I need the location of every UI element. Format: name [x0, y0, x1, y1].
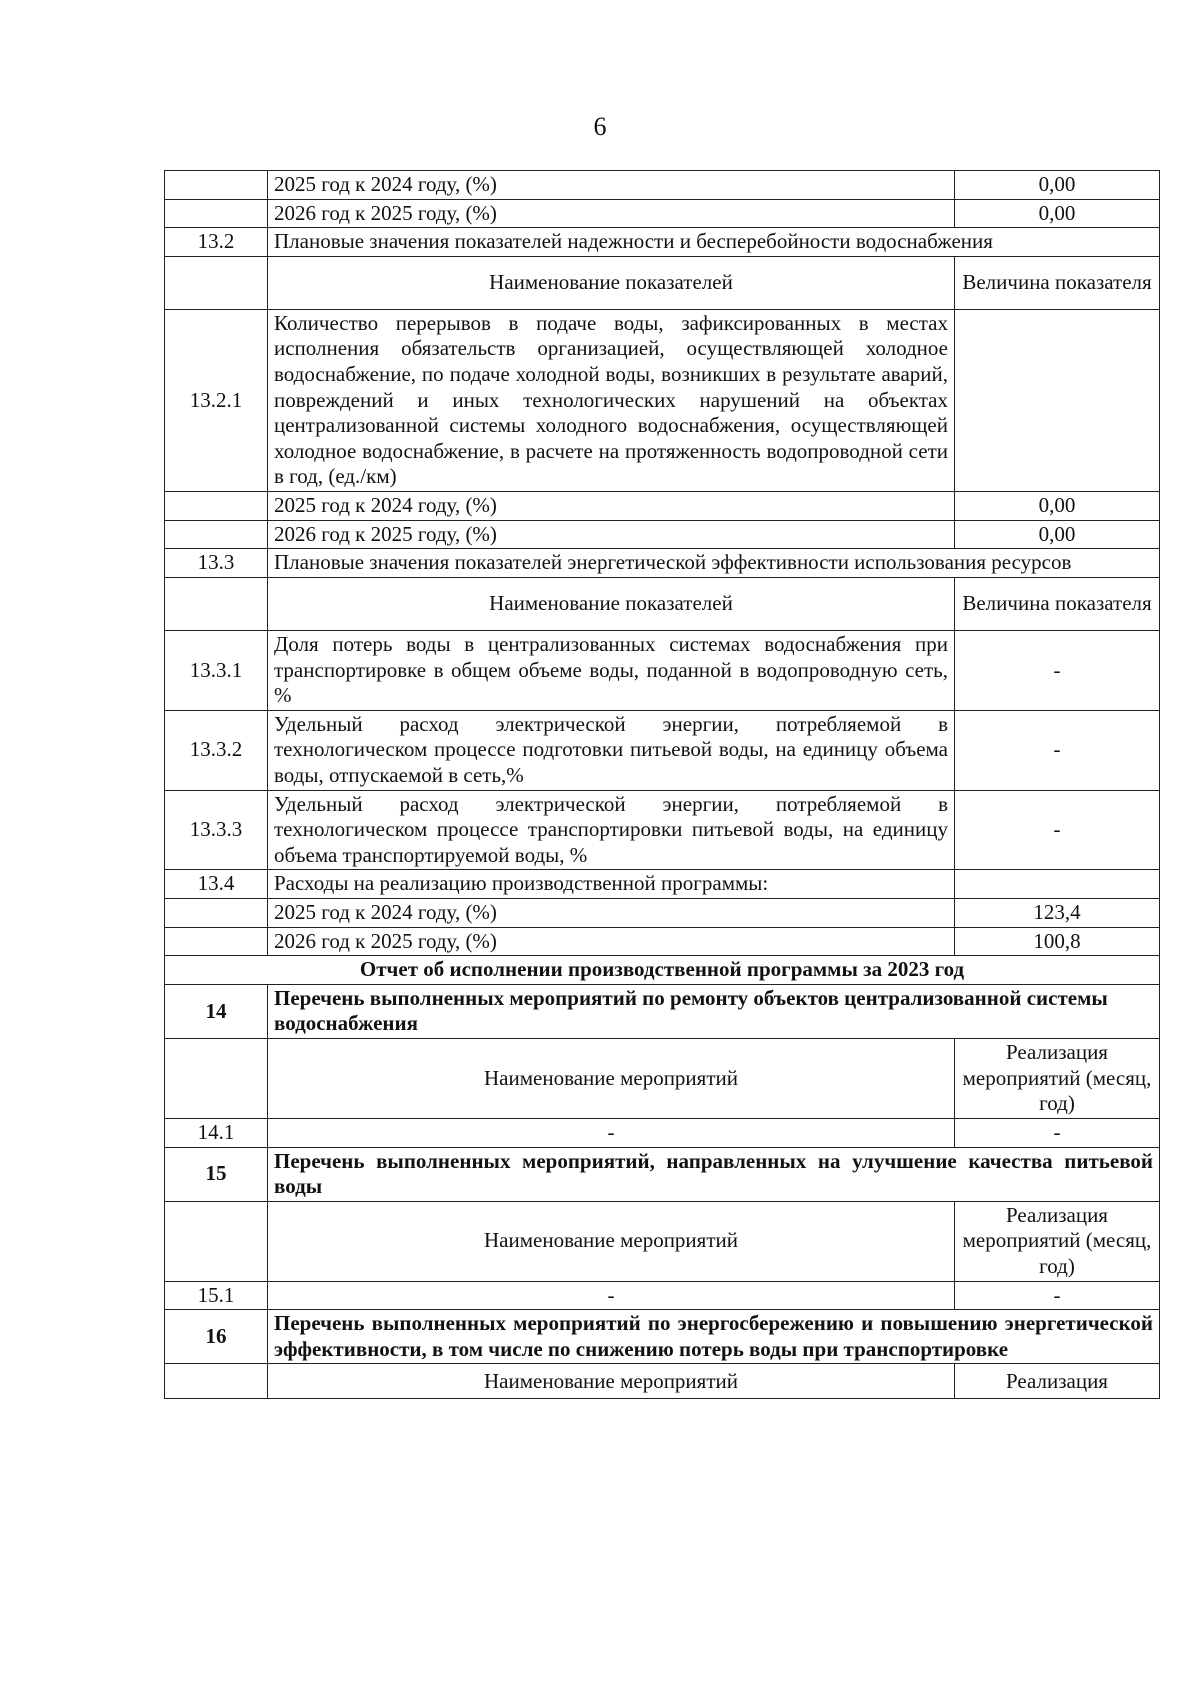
section-row: [165, 228, 1160, 257]
table-row: [165, 1118, 1160, 1147]
row-label: 2025 год к 2024 году, (%): [268, 492, 955, 521]
indicator-row: [165, 710, 1160, 790]
header-value: Величина показателя: [955, 256, 1160, 309]
header-name: Наименование мероприятий: [268, 1364, 955, 1399]
section-row: [165, 1310, 1160, 1364]
section-row: [165, 549, 1160, 578]
indicator-value: -: [955, 710, 1160, 790]
section-number: 13.4: [165, 870, 268, 899]
section-number: 13.3: [165, 549, 268, 578]
row-value: 123,4: [955, 899, 1160, 928]
row-value: 0,00: [955, 520, 1160, 549]
item-name: -: [268, 1118, 955, 1147]
table-row: [165, 520, 1160, 549]
section-title: Плановые значения показателей надежности и бесперебойности водоснабжения: [268, 228, 1160, 257]
table-row: [165, 927, 1160, 956]
header-value: Величина показателя: [955, 577, 1160, 630]
header-value: Реализация мероприятий (месяц, год): [955, 1039, 1160, 1119]
report-title: Отчет об исполнении производственной программы за 2023 год: [165, 956, 1160, 985]
header-row: [165, 256, 1160, 309]
indicator-text: Количество перерывов в подаче воды, зафиксированных в местах исполнения обязательств организацией, осуществляющей холодное водоснабжение, по подаче холодной воды, возникших в результате аварий, повреждений и иных технологических нарушений на объектах централизованной системы холодного водоснабжения, осуществляющей холодное водоснабжение, в расчете на протяженность водопроводной сети в год, (ед./км): [268, 309, 955, 491]
section-number: 16: [165, 1310, 268, 1364]
header-value: Реализация мероприятий (месяц, год): [955, 1201, 1160, 1281]
section-title: Плановые значения показателей энергетической эффективности использования ресурсов: [268, 549, 1160, 578]
indicator-value: [955, 309, 1160, 491]
header-name: Наименование мероприятий: [268, 1039, 955, 1119]
section-title: Расходы на реализацию производственной программы:: [268, 870, 955, 899]
section-number: 13.2: [165, 228, 268, 257]
indicator-value: -: [955, 790, 1160, 870]
report-title-row: [165, 956, 1160, 985]
indicator-number: 13.2.1: [165, 309, 268, 491]
section-number: 15: [165, 1147, 268, 1201]
table-row: [165, 199, 1160, 228]
header-value: Реализация: [955, 1364, 1160, 1399]
indicator-value: -: [955, 630, 1160, 710]
section-number: 14: [165, 984, 268, 1038]
table-row: [165, 171, 1160, 200]
section-title: Перечень выполненных мероприятий, направленных на улучшение качества питьевой воды: [268, 1147, 1160, 1201]
indicator-number: 13.3.1: [165, 630, 268, 710]
item-number: 14.1: [165, 1118, 268, 1147]
item-value: -: [955, 1281, 1160, 1310]
row-label: 2026 год к 2025 году, (%): [268, 199, 955, 228]
item-name: -: [268, 1281, 955, 1310]
row-value: 0,00: [955, 171, 1160, 200]
indicator-number: 13.3.3: [165, 790, 268, 870]
indicator-row: [165, 630, 1160, 710]
program-table: [164, 170, 1160, 1399]
row-value: 100,8: [955, 927, 1160, 956]
header-row: [165, 1039, 1160, 1119]
section-title: Перечень выполненных мероприятий по энергосбережению и повышению энергетической эффективности, в том числе по снижению потерь воды при транспортировке: [268, 1310, 1160, 1364]
item-value: -: [955, 1118, 1160, 1147]
header-name: Наименование показателей: [268, 256, 955, 309]
row-label: 2025 год к 2024 году, (%): [268, 899, 955, 928]
header-name: Наименование показателей: [268, 577, 955, 630]
indicator-text: Доля потерь воды в централизованных системах водоснабжения при транспортировке в общем объеме воды, поданной в водопроводную сеть, %: [268, 630, 955, 710]
indicator-row: [165, 790, 1160, 870]
section-row: [165, 870, 1160, 899]
indicator-row: [165, 309, 1160, 491]
indicator-number: 13.3.2: [165, 710, 268, 790]
page-number: 6: [593, 112, 607, 141]
header-row: [165, 1201, 1160, 1281]
section-row: [165, 1147, 1160, 1201]
header-row: [165, 577, 1160, 630]
header-name: Наименование мероприятий: [268, 1201, 955, 1281]
item-number: 15.1: [165, 1281, 268, 1310]
table-row: [165, 899, 1160, 928]
table-row: [165, 492, 1160, 521]
row-label: 2026 год к 2025 году, (%): [268, 520, 955, 549]
section-title: Перечень выполненных мероприятий по ремонту объектов централизованной системы водоснабжения: [268, 984, 1160, 1038]
header-row: [165, 1364, 1160, 1399]
row-label: 2026 год к 2025 году, (%): [268, 927, 955, 956]
indicator-text: Удельный расход электрической энергии, потребляемой в технологическом процессе транспортировки питьевой воды, на единицу объема транспортируемой воды, %: [268, 790, 955, 870]
section-row: [165, 984, 1160, 1038]
table-row: [165, 1281, 1160, 1310]
row-value: 0,00: [955, 199, 1160, 228]
indicator-text: Удельный расход электрической энергии, потребляемой в технологическом процессе подготовки питьевой воды, на единицу объема воды, отпускаемой в сеть,%: [268, 710, 955, 790]
row-value: 0,00: [955, 492, 1160, 521]
row-label: 2025 год к 2024 году, (%): [268, 171, 955, 200]
